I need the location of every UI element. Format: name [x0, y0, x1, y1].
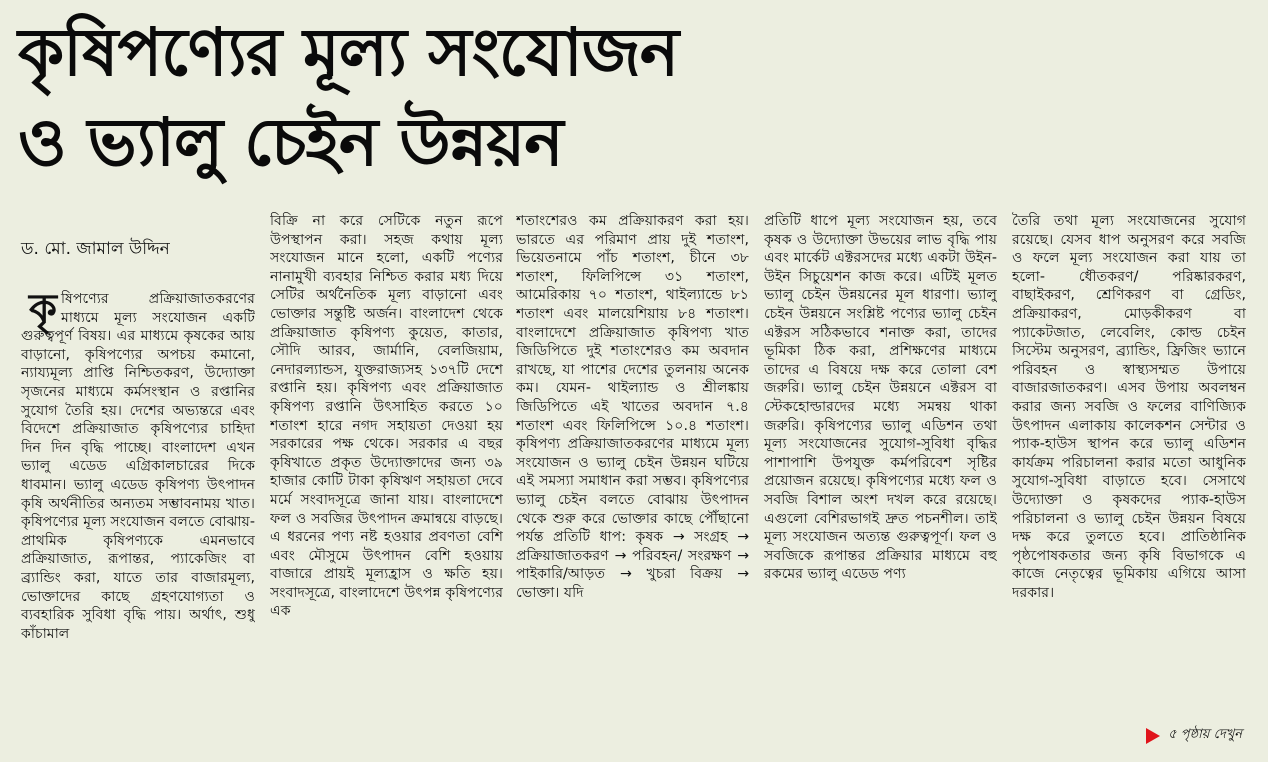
article-column-5	[1012, 212, 1246, 712]
headline	[18, 8, 858, 188]
continued-label: ৫ পৃষ্ঠায় দেখুন	[1168, 727, 1242, 742]
article-column-2	[270, 212, 503, 747]
headline-line-2: ও ভ্যালু চেইন উন্নয়ন	[18, 104, 563, 181]
drop-cap: কৃ	[29, 290, 57, 332]
column-2-text: বিক্রি না করে সেটিকে নতুন রূপে উপস্থাপন করা। সহজ কথায় মূল্য সংযোজন মানে হলো, একটি পণ্যের নানামুখী ব্যবহার নিশ্চিত করার মধ্য দিয়ে সেটির অর্থনৈতিক মূল্য বাড়ানো এবং ভোক্তার সন্তুষ্টি অর্জন। বাংলাদেশ থেকে প্রক্রিয়াজাত কৃষিপণ্য কুয়েত, কাতার, সৌদি আরব, জার্মানি, বেলজিয়াম, নেদারল্যান্ডস, যুক্তরাজ্যসহ ১৩৭টি দেশে রপ্তানি হয়। কৃষিপণ্য এবং প্রক্রিয়াজাত কৃষিপণ্য রপ্তানি উৎসাহিত করতে ১০ শতাংশ হারে নগদ সহায়তা দেওয়া হয় সরকারের পক্ষ থেকে। সরকার এ বছর কৃষিখাতে প্রকৃত উদ্যোক্তাদের জন্য ৩৯ হাজার কোটি টাকা কৃষিঋণ সহায়তা দেবে মর্মে সংবাদসূত্রে জানা যায়। বাংলাদেশে ফল ও সবজির উৎপাদন ক্রমান্বয়ে বাড়ছে। এ ধরনের পণ্য নষ্ট হওয়ার প্রবণতা বেশি এবং মৌসুমে উৎপাদন বেশি হওয়ায় বাজারে প্রায়ই মূল্যহ্রাস ও ক্ষতি হয়। সংবাদসূত্রে, বাংলাদেশে উৎপন্ন কৃষিপণ্যের এক	[270, 213, 503, 620]
article-column-3	[516, 212, 749, 747]
continued-on-page	[1146, 725, 1242, 746]
continue-arrow-icon	[1146, 728, 1160, 744]
byline: ড. মো. জামাল উদ্দিন	[21, 239, 170, 259]
article-column-4	[764, 212, 997, 747]
column-1-text: ষিপণ্যের প্রক্রিয়াজাতকরণের মাধ্যমে মূল্য সংযোজন একটি গুরুত্বপূর্ণ বিষয়। এর মাধ্যমে কৃষকের আয় বাড়ানো, কৃষিপণ্যের অপচয় কমানো, ন্যায্যমূল্য প্রাপ্তি নিশ্চিতকরণ, উদ্যোক্তা সৃজনের মাধ্যমে কর্মসংস্থান ও রপ্তানির সুযোগ তৈরি হয়। দেশের অভ্যন্তরে এবং বিদেশে প্রক্রিয়াজাত কৃষিপণ্যের চাহিদা দিন দিন বৃদ্ধি পাচ্ছে। বাংলাদেশ এখন ভ্যালু এডেড এগ্রিকালচারের দিকে ধাবমান। ভ্যালু এডেড কৃষিপণ্য উৎপাদন কৃষি অর্থনীতির অন্যতম সম্ভাবনাময় খাত। কৃষিপণ্যের মূল্য সংযোজন বলতে বোঝায়- প্রাথমিক কৃষিপণ্যকে এমনভাবে প্রক্রিয়াজাত, রূপান্তর, প্যাকেজিং বা ব্র্যান্ডিং করা, যাতে তার বাজারমূল্য, ভোক্তাদের কাছে গ্রহণযোগ্যতা ও ব্যবহারিক সুবিধা বৃদ্ধি পায়। অর্থাৎ, শুধু কাঁচামাল	[21, 291, 255, 642]
column-5-text: তৈরি তথা মূল্য সংযোজনের সুযোগ রয়েছে। যেসব ধাপ অনুসরণ করে সবজি ও ফলে মূল্য সংযোজন করা যায় তা হলো- ধৌতকরণ/ পরিষ্কারকরণ, বাছাইকরণ, শ্রেণিকরণ বা গ্রেডিং, প্রক্রিয়াকরণ, মোড়কীকরণ বা প্যাকেটজাত, লেবেলিং, কোল্ড চেইন সিস্টেম অনুসরণ, ব্র্যান্ডিং, ফ্রিজিং ভ্যানে পরিবহন ও স্বাস্থ্যসম্মত উপায়ে বাজারজাতকরণ। এসব উপায় অবলম্বন করার জন্য সবজি ও ফলের বাণিজ্যিক উৎপাদন এলাকায় কালেকশন সেন্টার ও প্যাক-হাউস স্থাপন করে ভ্যালু এডিশন কার্যক্রম পরিচালনা করার মতো আধুনিক সুযোগ-সুবিধা বাড়াতে হবে। সেসাথে উদ্যোক্তা ও কৃষকদের প্যাক-হাউস পরিচালনা ও ভ্যালু চেইন উন্নয়ন বিষয়ে দক্ষ করে তুলতে হবে। প্রাতিষ্ঠানিক পৃষ্ঠপোষকতার জন্য কৃষি বিভাগকে এ কাজে নেতৃত্বের ভূমিকায় এগিয়ে আসা দরকার।	[1012, 213, 1246, 601]
column-3-text: শতাংশেরও কম প্রক্রিয়াকরণ করা হয়। ভারতে এর পরিমাণ প্রায় দুই শতাংশ, ভিয়েতনামে পাঁচ শতাংশ, চীনে ৩৮ শতাংশ, ফিলিপিন্সে ৩১ শতাংশ, আমেরিকায় ৭০ শতাংশ, থাইল্যান্ডে ৮১ শতাংশ এবং মালয়েশিয়ায় ৮৪ শতাংশ। বাংলাদেশে প্রক্রিয়াজাত কৃষিপণ্য খাত জিডিপিতে দুই শতাংশেরও কম অবদান রাখছে, যা পাশের দেশের তুলনায় অনেক কম। যেমন- থাইল্যান্ড ও শ্রীলঙ্কায় জিডিপিতে এই খাতের অবদান ৭.৪ শতাংশ এবং ফিলিপিন্সে ১০.৪ শতাংশ। কৃষিপণ্য প্রক্রিয়াজাতকরণের মাধ্যমে মূল্য সংযোজন ও ভ্যালু চেইন উন্নয়ন ঘটিয়ে এই সমস্যা সমাধান করা সম্ভব। কৃষিপণ্যের ভ্যালু চেইন বলতে বোঝায় উৎপাদন থেকে শুরু করে ভোক্তার কাছে পৌঁছানো পর্যন্ত প্রতিটি ধাপ: কৃষক → সংগ্রহ → প্রক্রিয়াজাতকরণ → পরিবহন/ সংরক্ষণ → পাইকারি/আড়ত → খুচরা বিক্রয় → ভোক্তা। যদি	[516, 213, 749, 601]
headline-line-1: কৃষিপণ্যের মূল্য সংযোজন	[18, 14, 679, 91]
article-column-1	[21, 290, 255, 750]
column-4-text: প্রতিটি ধাপে মূল্য সংযোজন হয়, তবে কৃষক ও উদ্যোক্তা উভয়ের লাভ বৃদ্ধি পায় এবং মার্কেট এক্টরসদের মধ্যে একটা উইন-উইন সিচুয়েশন কাজ করে। এটিই মূলত ভ্যালু চেইন উন্নয়নের মূল ধারণা। ভ্যালু চেইন উন্নয়নে সংশ্লিষ্ট পণ্যের ভ্যালু চেইন এক্টরস সঠিকভাবে শনাক্ত করা, তাদের ভূমিকা ঠিক করা, প্রশিক্ষণের মাধ্যমে তাদের এ বিষয়ে দক্ষ করে তোলা বেশ জরুরি। ভ্যালু চেইন উন্নয়নে এক্টরস বা স্টেকহোল্ডারদের মধ্যে সমন্বয় থাকা জরুরি। কৃষিপণ্যের ভ্যালু এডিশন তথা মূল্য সংযোজনের সুযোগ-সুবিধা বৃদ্ধির পাশাপাশি উপযুক্ত কর্মপরিবেশ সৃষ্টির প্রয়োজন রয়েছে। কৃষিপণ্যের মধ্যে ফল ও সবজি বিশাল অংশ দখল করে রয়েছে। এগুলো বেশিরভাগই দ্রুত পচনশীল। তাই মূল্য সংযোজন অত্যন্ত গুরুত্বপূর্ণ। ফল ও সবজিকে রূপান্তর প্রক্রিয়ার মাধ্যমে বহু রকমের ভ্যালু এডেড পণ্য	[764, 213, 997, 583]
